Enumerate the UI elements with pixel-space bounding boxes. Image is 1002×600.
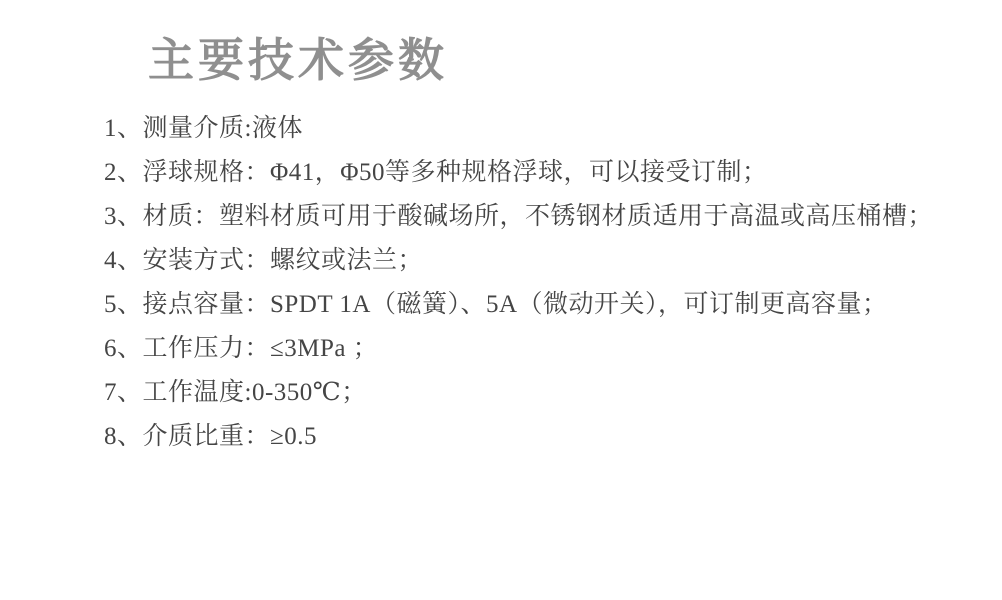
spec-item: 6、工作压力：≤3MPa ； <box>104 335 379 362</box>
spec-item: 2、浮球规格：Φ41，Φ50等多种规格浮球，可以接受订制； <box>104 159 768 186</box>
spec-item: 7、工作温度:0-350℃； <box>104 379 367 406</box>
page-title: 主要技术参数 <box>148 34 448 86</box>
spec-item: 3、材质：塑料材质可用于酸碱场所，不锈钢材质适用于高温或高压桶槽； <box>104 203 934 230</box>
spec-item: 4、安装方式：螺纹或法兰； <box>104 247 424 274</box>
spec-item: 8、介质比重：≥0.5 <box>104 423 317 450</box>
spec-list <box>42 108 962 460</box>
spec-item: 5、接点容量：SPDT 1A（磁簧）、5A（微动开关），可订制更高容量； <box>104 291 888 318</box>
spec-item: 1、测量介质:液体 <box>104 115 303 142</box>
